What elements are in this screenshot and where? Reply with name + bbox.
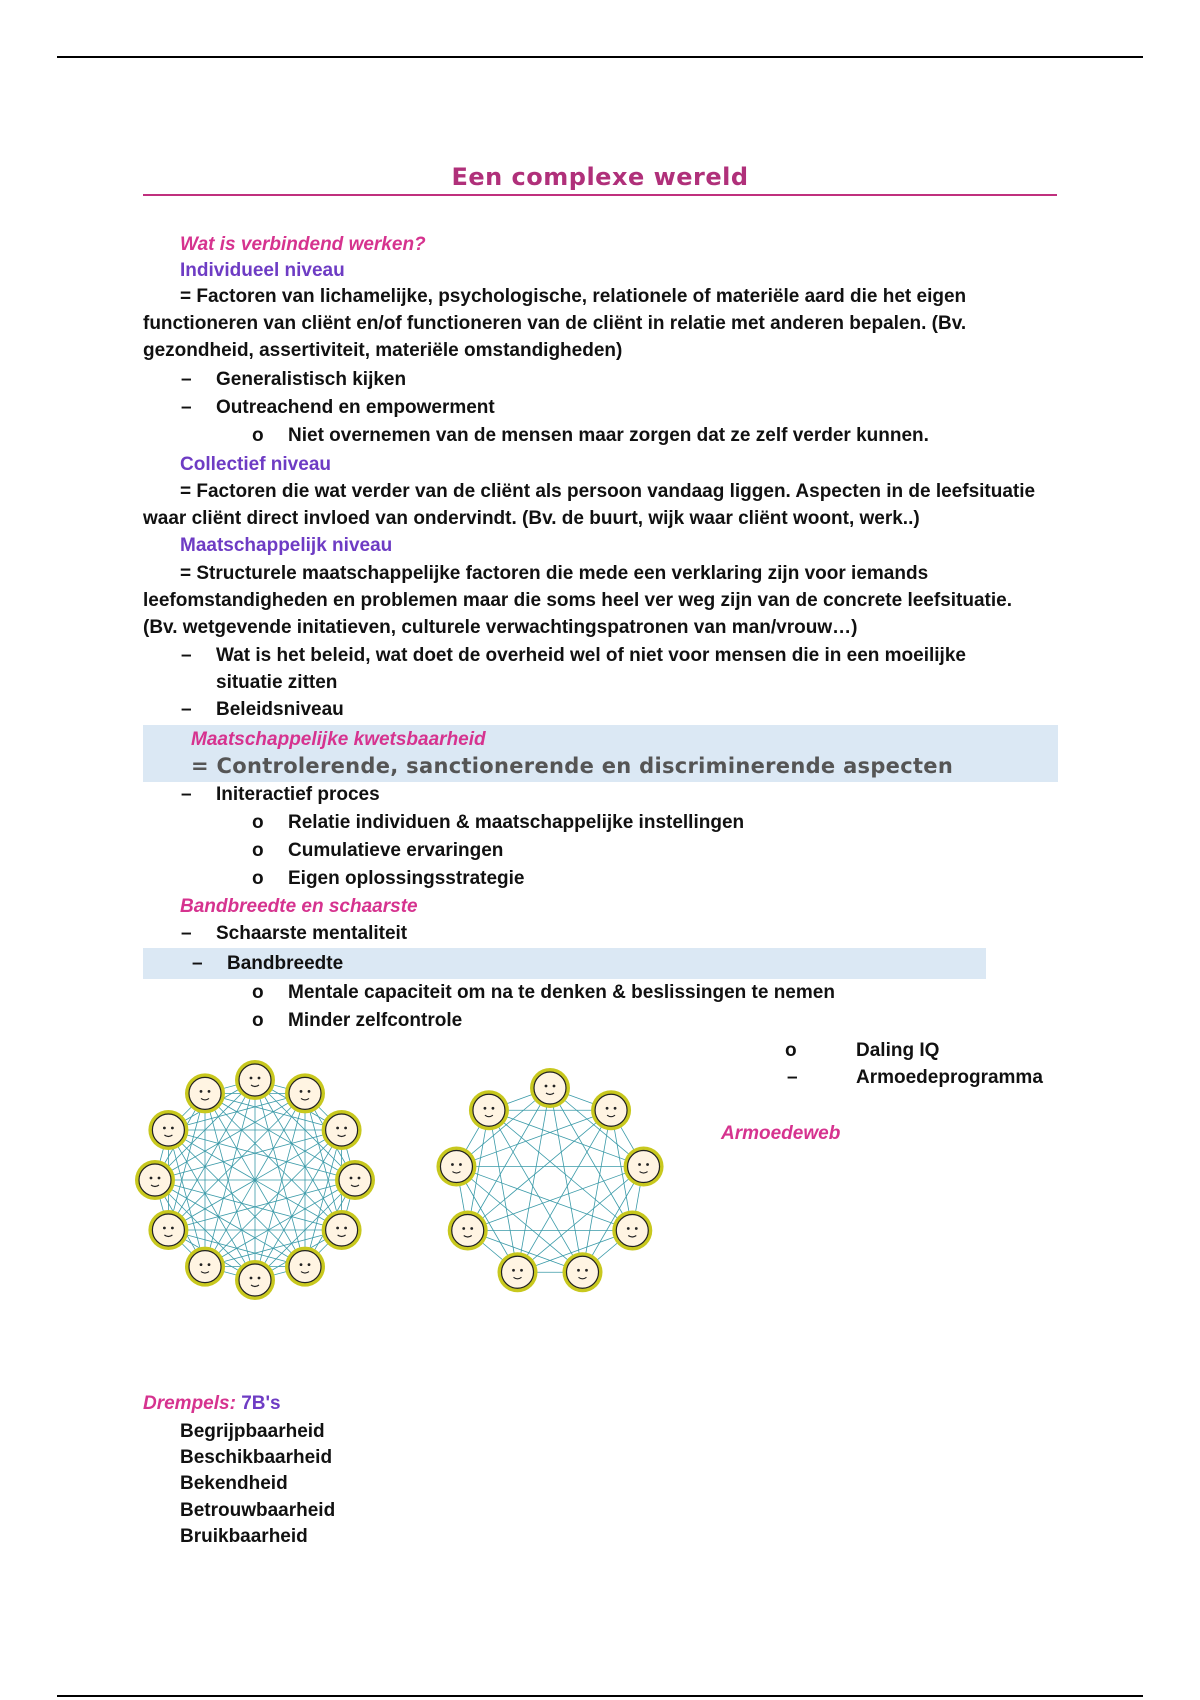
kwetsbaarheid-bullet: Initeractief proces bbox=[216, 784, 380, 805]
dash-bullet: – bbox=[181, 923, 192, 944]
drempel-item: Betrouwbaarheid bbox=[180, 1500, 336, 1521]
individueel-subbullet: Niet overnemen van de mensen maar zorgen dat ze zelf verder kunnen. bbox=[288, 425, 929, 446]
drempel-item: Begrijpbaarheid bbox=[180, 1421, 325, 1442]
face-icon bbox=[185, 1247, 225, 1287]
maatschappelijk-def-2: leefomstandigheden en problemen maar die soms heel ver weg zijn van de concrete leefsituatie. bbox=[143, 590, 1012, 611]
drempels-heading bbox=[143, 1391, 281, 1417]
circle-bullet: o bbox=[252, 982, 264, 1003]
face-icon bbox=[235, 1260, 275, 1300]
face-icon bbox=[285, 1073, 325, 1113]
face-icon bbox=[148, 1110, 188, 1150]
kwetsbaarheid-sub-1: Relatie individuen & maatschappelijke instellingen bbox=[288, 812, 745, 833]
dash-bullet: – bbox=[181, 699, 192, 720]
maatschappelijk-heading: Maatschappelijk niveau bbox=[180, 535, 393, 556]
maatschappelijk-bullet-2: Beleidsniveau bbox=[216, 699, 344, 720]
drempel-item: Bekendheid bbox=[180, 1473, 288, 1494]
bandbreedte-bullet-2: Bandbreedte bbox=[227, 953, 344, 974]
face-icon bbox=[322, 1210, 362, 1250]
question-heading: Wat is verbindend werken? bbox=[180, 234, 426, 255]
face-icon bbox=[436, 1147, 476, 1187]
individueel-def-2: functioneren van cliënt en/of functioneren van de cliënt in relatie met anderen bepalen. (Bv. bbox=[143, 313, 967, 334]
maatschappelijk-bullet-1a: Wat is het beleid, wat doet de overheid wel of niet voor mensen die in een moeilijke bbox=[216, 645, 966, 666]
dash-bullet: – bbox=[181, 397, 192, 418]
face-icon bbox=[135, 1160, 175, 1200]
face-icon bbox=[335, 1160, 375, 1200]
individueel-def-1: = Factoren van lichamelijke, psychologische, relationele of materiële aard die het eigen bbox=[180, 286, 967, 307]
circle-bullet: o bbox=[252, 425, 264, 446]
face-icon bbox=[591, 1090, 631, 1130]
circle-bullet: o bbox=[252, 868, 264, 889]
armoedeweb-label: Armoedeweb bbox=[721, 1123, 841, 1144]
armoedeprogramma-bullet: Armoedeprogramma bbox=[856, 1067, 1043, 1088]
bandbreedte-bullet-1: Schaarste mentaliteit bbox=[216, 923, 408, 944]
footer-rule bbox=[57, 1695, 1143, 1697]
face-icon bbox=[285, 1247, 325, 1287]
bandbreedte-sub-2: Minder zelfcontrole bbox=[288, 1010, 463, 1031]
dash-bullet: – bbox=[181, 645, 192, 666]
dash-bullet: – bbox=[181, 369, 192, 390]
individueel-bullet-2: Outreachend en empowerment bbox=[216, 397, 495, 418]
circle-bullet: o bbox=[252, 840, 264, 861]
drempels-count: 7B's bbox=[241, 1393, 281, 1414]
header-rule bbox=[57, 56, 1143, 58]
dash-bullet: – bbox=[181, 784, 192, 805]
page-title: Een complexe wereld bbox=[451, 163, 749, 191]
dash-bullet: – bbox=[787, 1067, 798, 1088]
individueel-def-3: gezondheid, assertiviteit, materiële omstandigheden) bbox=[143, 340, 623, 361]
face-icon bbox=[562, 1252, 602, 1292]
drempels-label: Drempels: bbox=[143, 1393, 236, 1414]
circle-bullet: o bbox=[252, 1010, 264, 1031]
bandbreedte-sub-1: Mentale capaciteit om na te denken & beslissingen te nemen bbox=[288, 982, 835, 1003]
kwetsbaarheid-heading: Maatschappelijke kwetsbaarheid bbox=[191, 729, 486, 750]
individueel-heading: Individueel niveau bbox=[180, 260, 345, 281]
face-icon bbox=[235, 1060, 275, 1100]
kwetsbaarheid-def: = Controlerende, sanctionerende en discriminerende aspecten bbox=[191, 754, 954, 778]
dash-bullet: – bbox=[192, 953, 203, 974]
drempel-item: Bruikbaarheid bbox=[180, 1526, 308, 1547]
armoedeweb-diagram-1 bbox=[125, 1052, 395, 1312]
face-icon bbox=[498, 1252, 538, 1292]
face-icon bbox=[185, 1073, 225, 1113]
armoedeweb-diagram-2 bbox=[425, 1058, 675, 1313]
title-underline bbox=[143, 194, 1057, 196]
bandbreedte-heading: Bandbreedte en schaarste bbox=[180, 896, 418, 917]
face-icon bbox=[469, 1090, 509, 1130]
individueel-bullet-1: Generalistisch kijken bbox=[216, 369, 407, 390]
face-icon bbox=[448, 1211, 488, 1251]
face-icon bbox=[612, 1211, 652, 1251]
collectief-heading: Collectief niveau bbox=[180, 454, 331, 475]
bandbreedte-sub-3: Daling IQ bbox=[856, 1040, 940, 1061]
collectief-def-1: = Factoren die wat verder van de cliënt als persoon vandaag liggen. Aspecten in de leefsituatie bbox=[180, 481, 1036, 502]
circle-bullet: o bbox=[252, 812, 264, 833]
circle-bullet: o bbox=[785, 1040, 797, 1061]
collectief-def-2: waar cliënt direct invloed van ondervindt. (Bv. de buurt, wijk waar cliënt woont, werk..) bbox=[143, 508, 920, 529]
kwetsbaarheid-sub-3: Eigen oplossingsstrategie bbox=[288, 868, 525, 889]
face-icon bbox=[624, 1147, 664, 1187]
face-icon bbox=[322, 1110, 362, 1150]
drempel-item: Beschikbaarheid bbox=[180, 1447, 333, 1468]
maatschappelijk-bullet-1b: situatie zitten bbox=[216, 672, 338, 693]
face-icon bbox=[148, 1210, 188, 1250]
kwetsbaarheid-sub-2: Cumulatieve ervaringen bbox=[288, 840, 504, 861]
maatschappelijk-def-1: = Structurele maatschappelijke factoren die mede een verklaring zijn voor iemands bbox=[180, 563, 929, 584]
maatschappelijk-def-3: (Bv. wetgevende initatieven, culturele verwachtingspatronen van man/vrouw…) bbox=[143, 617, 858, 638]
face-icon bbox=[530, 1068, 570, 1108]
